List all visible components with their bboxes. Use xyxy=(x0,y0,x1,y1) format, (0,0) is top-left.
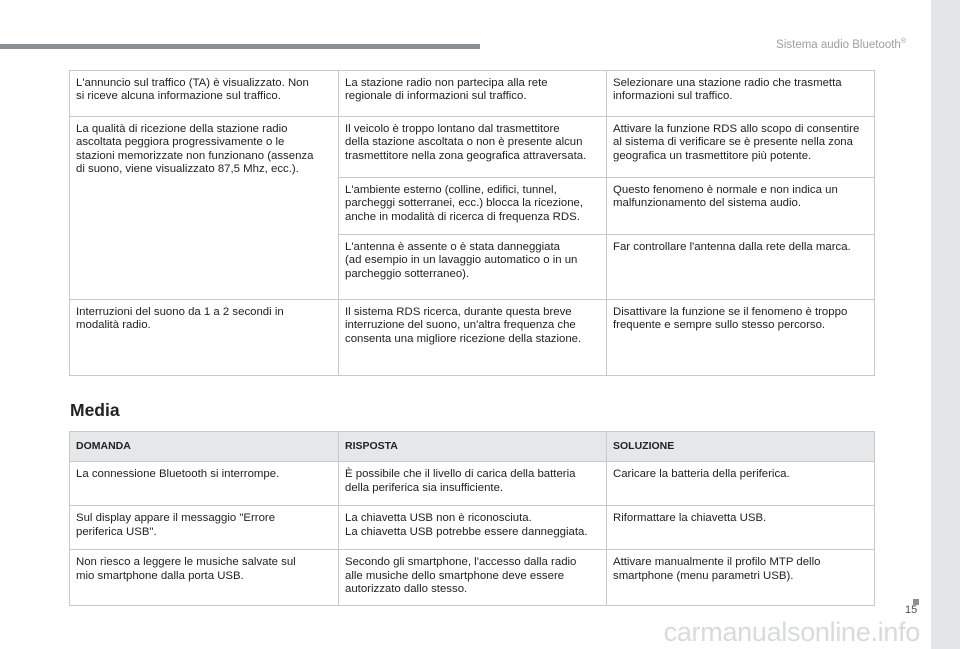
question-cell: Interruzioni del suono da 1 a 2 secondi in modalità radio. xyxy=(70,300,339,376)
solution-cell: Disattivare la funzione se il fenomeno è troppo frequente e sempre sullo stesso percorso. xyxy=(607,300,875,376)
troubleshooting-table-radio xyxy=(69,70,875,376)
answer-cell: Il veicolo è troppo lontano dal trasmettitore della stazione ascoltata o non è presente alcun trasmettitore nella zona geografica attraversata. xyxy=(339,117,607,178)
table-row xyxy=(70,71,875,117)
solution-cell: Attivare manualmente il profilo MTP dello smartphone (menu parametri USB). xyxy=(607,550,875,605)
table-row xyxy=(70,550,875,605)
watermark: carmanualsonline.info xyxy=(663,617,920,647)
table-row xyxy=(70,506,875,550)
answer-cell: L'ambiente esterno (colline, edifici, tunnel, parcheggi sotterranei, ecc.) blocca la ricezione, anche in modalità di ricerca di frequenza RDS. xyxy=(339,178,607,235)
solution-cell: Caricare la batteria della periferica. xyxy=(607,462,875,506)
question-cell: L'annuncio sul traffico (TA) è visualizzato. Non si riceve alcuna informazione sul traffico. xyxy=(70,71,339,117)
answer-cell: La chiavetta USB non è riconosciuta. La chiavetta USB potrebbe essere danneggiata. xyxy=(339,506,607,550)
column-header-answer: RISPOSTA xyxy=(339,432,607,462)
column-header-solution: SOLUZIONE xyxy=(607,432,875,462)
section-title-media: Media xyxy=(70,400,120,420)
registered-mark: ® xyxy=(900,38,906,45)
table-row xyxy=(70,462,875,506)
header-rule xyxy=(0,44,480,49)
page-number: 15 xyxy=(905,604,918,616)
question-cell: Sul display appare il messaggio "Errore periferica USB". xyxy=(70,506,339,550)
table-row xyxy=(70,300,875,376)
table-header-row xyxy=(70,432,875,462)
solution-cell: Far controllare l'antenna dalla rete della marca. xyxy=(607,235,875,300)
column-header-question: DOMANDA xyxy=(70,432,339,462)
answer-cell: Secondo gli smartphone, l'accesso dalla radio alle musiche dello smartphone deve essere autorizzato dallo stesso. xyxy=(339,550,607,605)
answer-cell: La stazione radio non partecipa alla rete regionale di informazioni sul traffico. xyxy=(339,71,607,117)
header-title-text: Sistema audio Bluetooth xyxy=(776,38,901,51)
solution-cell: Questo fenomeno è normale e non indica un malfunzionamento del sistema audio. xyxy=(607,178,875,235)
question-cell: La qualità di ricezione della stazione radio ascoltata peggiora progressivamente o le stazioni memorizzate non funzionano (assenza di suono, viene visualizzato 87,5 Mhz, ecc.). xyxy=(70,117,339,300)
page-edge-tab xyxy=(931,0,960,649)
page-header-title xyxy=(776,38,906,51)
solution-cell: Selezionare una stazione radio che trasmetta informazioni sul traffico. xyxy=(607,71,875,117)
table-row xyxy=(70,117,875,178)
answer-cell: L'antenna è assente o è stata danneggiata (ad esempio in un lavaggio automatico o in un parcheggio sotterraneo). xyxy=(339,235,607,300)
question-cell: Non riesco a leggere le musiche salvate sul mio smartphone dalla porta USB. xyxy=(70,550,339,605)
solution-cell: Riformattare la chiavetta USB. xyxy=(607,506,875,550)
troubleshooting-table-media xyxy=(69,431,875,606)
solution-cell: Attivare la funzione RDS allo scopo di consentire al sistema di verificare se è presente nella zona geografica un trasmettitore più potente. xyxy=(607,117,875,178)
question-cell: La connessione Bluetooth si interrompe. xyxy=(70,462,339,506)
answer-cell: È possibile che il livello di carica della batteria della periferica sia insufficiente. xyxy=(339,462,607,506)
answer-cell: Il sistema RDS ricerca, durante questa breve interruzione del suono, un'altra frequenza che consenta una migliore ricezione della stazione. xyxy=(339,300,607,376)
